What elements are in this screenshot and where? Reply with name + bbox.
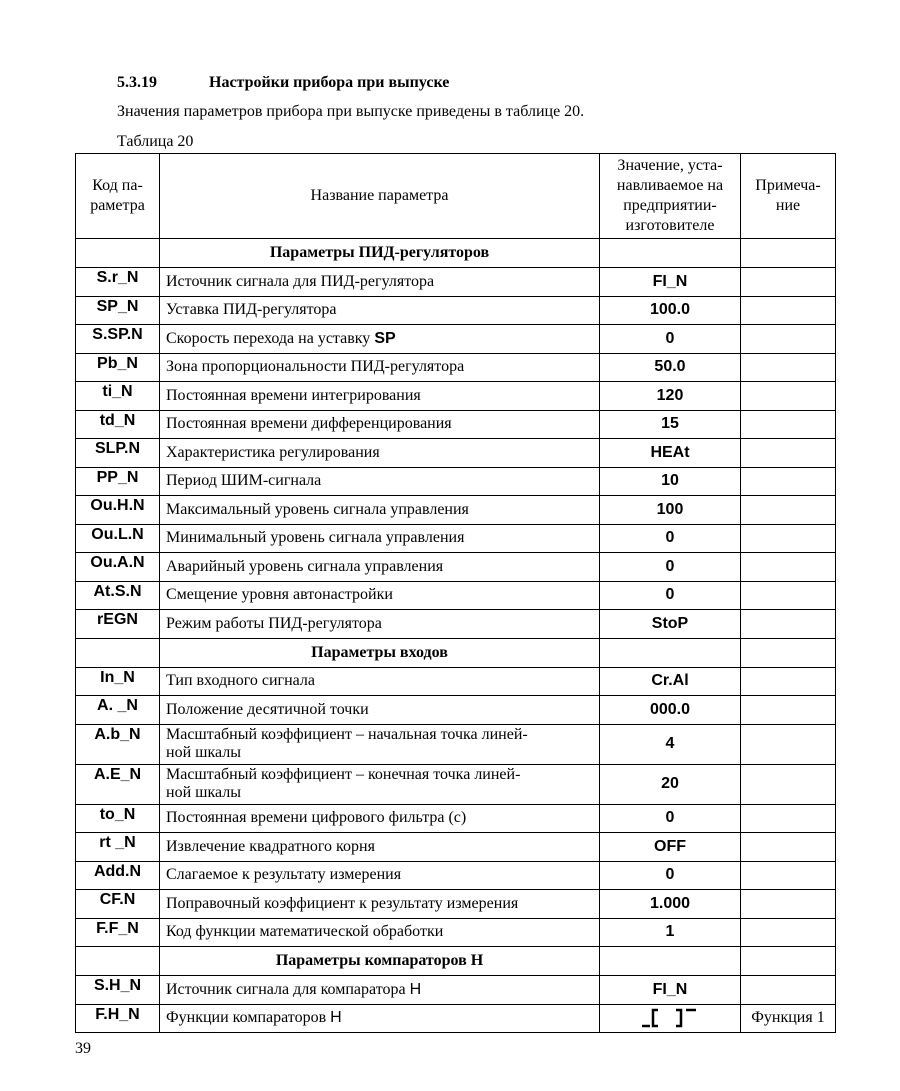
param-code: Ou.A.N [76,553,160,582]
table-row [76,553,836,582]
param-name: Максимальный уровень сигнала управления [160,496,600,525]
param-note [741,581,836,610]
section-title: Настройки прибора при выпуске [209,74,450,91]
table-row [76,382,836,411]
param-note [741,353,836,382]
param-note [741,976,836,1005]
param-code: SP_N [76,296,160,325]
table-row [76,439,836,468]
table-row [76,861,836,890]
param-value: 120 [600,382,741,411]
table-row [76,667,836,696]
parameters-table [75,153,836,1033]
table-row [76,696,836,725]
param-note [741,467,836,496]
param-value [600,1004,741,1033]
section-title-inputs: Параметры входов [160,638,600,667]
param-value: 000.0 [600,696,741,725]
param-value: FI_N [600,976,741,1005]
table-row [76,524,836,553]
param-note [741,439,836,468]
param-note [741,696,836,725]
param-name: Постоянная времени цифрового фильтра (с) [160,804,600,833]
param-note [741,524,836,553]
param-note [741,804,836,833]
param-name: Слагаемое к результату измерения [160,861,600,890]
param-name: Минимальный уровень сигнала управления [160,524,600,553]
param-code: PP_N [76,467,160,496]
page-number: 39 [75,1040,91,1057]
param-value: 0 [600,861,741,890]
section-row [76,947,836,976]
table-row [76,724,836,764]
param-note [741,861,836,890]
param-name: Постоянная времени интегрирования [160,382,600,411]
param-name: Код функции математической обработки [160,918,600,947]
param-note [741,918,836,947]
table-row [76,268,836,297]
table-row [76,296,836,325]
param-note [741,325,836,354]
param-value: 100.0 [600,296,741,325]
param-name [160,325,600,354]
param-note [741,496,836,525]
param-value: 4 [600,724,741,764]
param-name-text: Источник сигнала для компаратора [166,980,406,998]
param-name-symbol: H [409,980,422,998]
param-value: HEAt [600,439,741,468]
table-row [76,325,836,354]
param-value: 1.000 [600,890,741,919]
param-code: td_N [76,410,160,439]
param-name: Масштабный коэффициент – конечная точка линей- ной шкалы [160,764,600,804]
param-code: F.H_N [76,1004,160,1033]
param-note [741,764,836,804]
param-name: Положение десятичной точки [160,696,600,725]
param-code: In_N [76,667,160,696]
param-note [741,410,836,439]
header-name: Название параметра [160,154,600,239]
param-value: 0 [600,581,741,610]
param-name: Источник сигнала для ПИД-регулятора [160,268,600,297]
param-name-text: Функции компараторов [166,1009,327,1027]
param-code: rEGN [76,610,160,639]
param-code: to_N [76,804,160,833]
param-value: 0 [600,804,741,833]
comparator-function-1-icon [640,1007,700,1029]
table-row [76,804,836,833]
param-value: 0 [600,553,741,582]
param-note [741,833,836,862]
param-note [741,724,836,764]
param-name: Период ШИМ-сигнала [160,467,600,496]
param-name: Характеристика регулирования [160,439,600,468]
table-row [76,1004,836,1033]
param-name: Смещение уровня автонастройки [160,581,600,610]
param-code: Ou.L.N [76,524,160,553]
section-title-comparators: Параметры компараторов H [160,947,600,976]
param-value: 10 [600,467,741,496]
param-code: CF.N [76,890,160,919]
table-row [76,764,836,804]
table-row [76,467,836,496]
param-name: Тип входного сигнала [160,667,600,696]
intro-paragraph: Значения параметров прибора при выпуске приведены в таблице 20. [117,103,585,120]
table-row [76,610,836,639]
param-name: Поправочный коэффициент к результату измерения [160,890,600,919]
table-row [76,410,836,439]
table-row [76,581,836,610]
param-name [160,1004,600,1033]
param-name: Аварийный уровень сигнала управления [160,553,600,582]
param-note [741,382,836,411]
param-code: At.S.N [76,581,160,610]
param-code: A.E_N [76,764,160,804]
param-name: Зона пропорциональности ПИД-регулятора [160,353,600,382]
section-row [76,239,836,268]
param-code: A. _N [76,696,160,725]
param-note [741,667,836,696]
param-name-symbol: H [330,1009,342,1027]
header-code: Код па- раметра [76,154,160,239]
param-value: 0 [600,524,741,553]
param-note: Функция 1 [741,1004,836,1033]
param-value: 0 [600,325,741,354]
param-code: ti_N [76,382,160,411]
param-name: Режим работы ПИД-регулятора [160,610,600,639]
header-value: Значение, уста- навливаемое на предприятии- изготовителе [600,154,741,239]
table-row [76,976,836,1005]
param-value: 50.0 [600,353,741,382]
param-note [741,553,836,582]
section-title-pid: Параметры ПИД-регуляторов [160,239,600,268]
param-name: Постоянная времени дифференцирования [160,410,600,439]
param-name: Масштабный коэффициент – начальная точка линей- ной шкалы [160,724,600,764]
param-note [741,610,836,639]
table-row [76,890,836,919]
param-code: Add.N [76,861,160,890]
param-name-text: Скорость перехода на уставку [166,329,371,347]
table-row [76,918,836,947]
table-row [76,353,836,382]
param-code: S.r_N [76,268,160,297]
table-caption: Таблица 20 [117,133,194,150]
param-code: F.F_N [76,918,160,947]
table-row [76,833,836,862]
param-value: 20 [600,764,741,804]
param-code: SLP.N [76,439,160,468]
param-note [741,268,836,297]
param-value: FI_N [600,268,741,297]
param-value: 15 [600,410,741,439]
param-code: S.SP.N [76,325,160,354]
param-name: Извлечение квадратного корня [160,833,600,862]
section-row [76,638,836,667]
param-name [160,976,600,1005]
param-note [741,890,836,919]
header-note: Примеча- ние [741,154,836,239]
section-heading [117,74,449,92]
param-name-symbol: SP [374,329,396,347]
param-note [741,296,836,325]
param-value: Cr.Al [600,667,741,696]
param-code: Ou.H.N [76,496,160,525]
param-value: OFF [600,833,741,862]
param-code: Pb_N [76,353,160,382]
param-value: 1 [600,918,741,947]
param-name: Уставка ПИД-регулятора [160,296,600,325]
table-row [76,496,836,525]
param-code: rt _N [76,833,160,862]
param-code: S.H_N [76,976,160,1005]
param-value: 100 [600,496,741,525]
param-value: StoP [600,610,741,639]
section-number: 5.3.19 [117,74,157,91]
param-code: A.b_N [76,724,160,764]
